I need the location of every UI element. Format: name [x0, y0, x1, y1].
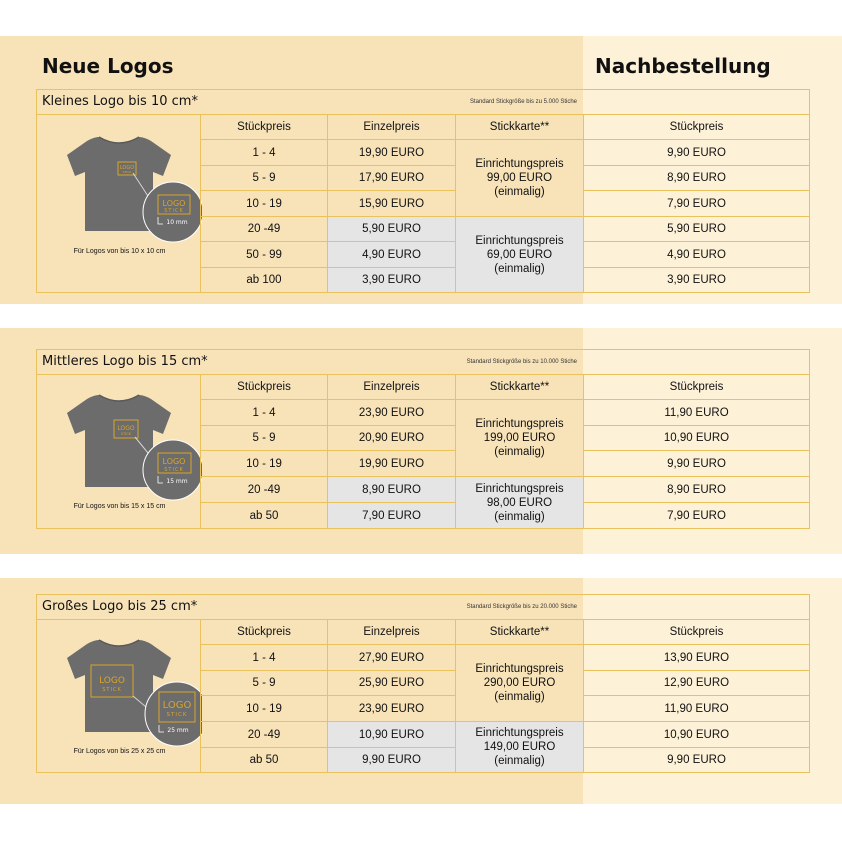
reorder-price-cell: 5,90 EURO	[583, 216, 810, 242]
header-card: Stickkarte**	[455, 374, 584, 400]
reorder-price-cell: 10,90 EURO	[583, 425, 810, 451]
svg-text:STICK: STICK	[102, 687, 122, 693]
price-cell: 7,90 EURO	[327, 502, 456, 529]
reorder-price-cell: 9,90 EURO	[583, 139, 810, 166]
header-card: Stickkarte**	[455, 619, 584, 645]
heading-new-logos: Neue Logos	[42, 54, 174, 78]
reorder-price-cell: 13,90 EURO	[583, 644, 810, 671]
svg-text:10 mm: 10 mm	[166, 219, 188, 226]
qty-cell: 10 - 19	[200, 450, 328, 477]
reorder-price-cell: 4,90 EURO	[583, 241, 810, 268]
header-unit-price: Einzelpreis	[327, 374, 456, 400]
price-cell: 17,90 EURO	[327, 165, 456, 191]
price-cell: 4,90 EURO	[327, 241, 456, 268]
svg-text:STICK: STICK	[122, 170, 132, 174]
header-qty: Stückpreis	[200, 619, 328, 645]
section-small-logo	[36, 89, 810, 293]
qty-cell: 5 - 9	[200, 670, 328, 696]
price-cell: 20,90 EURO	[327, 425, 456, 451]
svg-text:LOGO: LOGO	[162, 700, 192, 711]
reorder-price-cell: 9,90 EURO	[583, 747, 810, 773]
heading-reorder: Nachbestellung	[595, 54, 771, 78]
section-large-logo	[36, 594, 810, 773]
reorder-price-cell: 11,90 EURO	[583, 399, 810, 426]
price-cell: 3,90 EURO	[327, 267, 456, 293]
svg-text:15 mm: 15 mm	[166, 478, 188, 485]
setup-price-cell: Einrichtungspreis 149,00 EURO (einmalig)	[455, 721, 584, 773]
price-cell: 23,90 EURO	[327, 399, 456, 426]
svg-text:LOGO: LOGO	[99, 676, 125, 686]
price-cell: 5,90 EURO	[327, 216, 456, 242]
header-reorder-price: Stückpreis	[583, 114, 810, 140]
shirt-illustration	[36, 374, 201, 529]
section-medium-logo	[36, 349, 810, 529]
header-reorder-price: Stückpreis	[583, 374, 810, 400]
svg-text:STICK: STICK	[166, 712, 188, 718]
svg-text:STICK: STICK	[120, 432, 132, 436]
stitch-note: Standard Stickgröße bis zu 5.000 Stiche	[469, 99, 577, 105]
svg-text:LOGO: LOGO	[162, 457, 186, 466]
price-cell: 15,90 EURO	[327, 190, 456, 217]
qty-cell: ab 50	[200, 502, 328, 529]
qty-cell: 1 - 4	[200, 644, 328, 671]
price-cell: 8,90 EURO	[327, 476, 456, 503]
reorder-price-cell: 8,90 EURO	[583, 165, 810, 191]
stitch-note: Standard Stickgröße bis zu 20.000 Stiche	[466, 604, 577, 610]
reorder-price-cell: 9,90 EURO	[583, 450, 810, 477]
shirt-caption: Für Logos von bis 25 x 25 cm	[73, 748, 166, 755]
reorder-price-cell: 12,90 EURO	[583, 670, 810, 696]
svg-text:LOGO: LOGO	[117, 425, 135, 432]
qty-cell: 1 - 4	[200, 399, 328, 426]
price-cell: 23,90 EURO	[327, 695, 456, 722]
shirt-illustration	[36, 114, 201, 293]
section-title: Kleines Logo bis 10 cm*	[42, 94, 198, 109]
header-unit-price: Einzelpreis	[327, 619, 456, 645]
qty-cell: 5 - 9	[200, 425, 328, 451]
price-cell: 10,90 EURO	[327, 721, 456, 748]
price-cell: 19,90 EURO	[327, 139, 456, 166]
qty-cell: 20 -49	[200, 216, 328, 242]
setup-price-cell: Einrichtungspreis 290,00 EURO (einmalig)	[455, 644, 584, 722]
reorder-price-cell: 7,90 EURO	[583, 190, 810, 217]
svg-text:25 mm: 25 mm	[167, 727, 189, 734]
svg-text:LOGO: LOGO	[119, 165, 135, 171]
price-cell: 27,90 EURO	[327, 644, 456, 671]
header-qty: Stückpreis	[200, 114, 328, 140]
header-reorder-price: Stückpreis	[583, 619, 810, 645]
qty-cell: 50 - 99	[200, 241, 328, 268]
qty-cell: 5 - 9	[200, 165, 328, 191]
svg-text:LOGO: LOGO	[162, 199, 186, 208]
qty-cell: 10 - 19	[200, 190, 328, 217]
qty-cell: 20 -49	[200, 476, 328, 503]
qty-cell: ab 50	[200, 747, 328, 773]
price-cell: 19,90 EURO	[327, 450, 456, 477]
section-header	[36, 349, 810, 375]
reorder-price-cell: 3,90 EURO	[583, 267, 810, 293]
header-card: Stickkarte**	[455, 114, 584, 140]
svg-text:STICK: STICK	[164, 208, 184, 214]
section-title: Mittleres Logo bis 15 cm*	[42, 354, 208, 369]
reorder-price-cell: 8,90 EURO	[583, 476, 810, 503]
qty-cell: ab 100	[200, 267, 328, 293]
shirt-caption: Für Logos von bis 10 x 10 cm	[73, 248, 166, 255]
section-title: Großes Logo bis 25 cm*	[42, 599, 198, 614]
reorder-price-cell: 10,90 EURO	[583, 721, 810, 748]
svg-text:STICK: STICK	[164, 467, 184, 473]
price-cell: 9,90 EURO	[327, 747, 456, 773]
qty-cell: 10 - 19	[200, 695, 328, 722]
qty-cell: 20 -49	[200, 721, 328, 748]
reorder-price-cell: 11,90 EURO	[583, 695, 810, 722]
setup-price-cell: Einrichtungspreis 99,00 EURO (einmalig)	[455, 139, 584, 217]
qty-cell: 1 - 4	[200, 139, 328, 166]
header-qty: Stückpreis	[200, 374, 328, 400]
stitch-note: Standard Stickgröße bis zu 10.000 Stiche	[466, 359, 577, 365]
shirt-illustration	[36, 619, 201, 773]
setup-price-cell: Einrichtungspreis 98,00 EURO (einmalig)	[455, 476, 584, 529]
setup-price-cell: Einrichtungspreis 199,00 EURO (einmalig)	[455, 399, 584, 477]
price-cell: 25,90 EURO	[327, 670, 456, 696]
shirt-caption: Für Logos von bis 15 x 15 cm	[73, 503, 166, 510]
section-header	[36, 594, 810, 620]
header-unit-price: Einzelpreis	[327, 114, 456, 140]
setup-price-cell: Einrichtungspreis 69,00 EURO (einmalig)	[455, 216, 584, 293]
section-header	[36, 89, 810, 115]
reorder-price-cell: 7,90 EURO	[583, 502, 810, 529]
